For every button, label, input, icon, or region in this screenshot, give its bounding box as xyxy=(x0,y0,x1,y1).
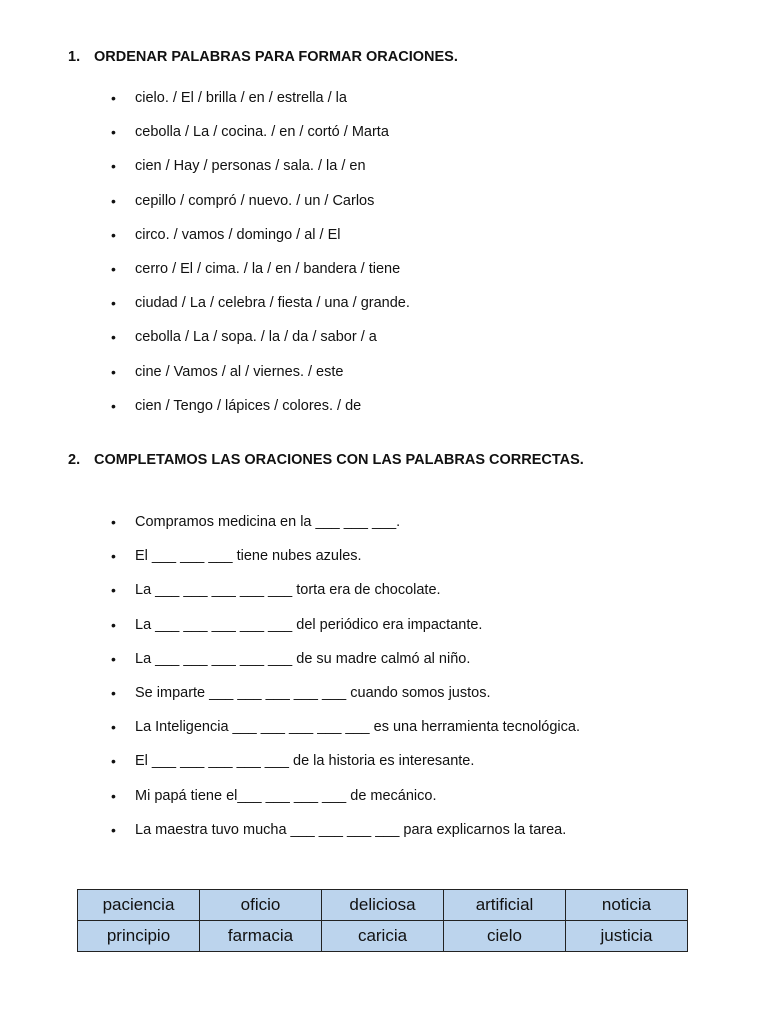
bullet: • xyxy=(111,753,116,770)
list-item-text: La ___ ___ ___ ___ ___ torta era de chocolate. xyxy=(135,582,441,599)
list-item-text: circo. / vamos / domingo / al / El xyxy=(135,226,341,243)
bullet: • xyxy=(111,124,116,141)
list-item-text: El ___ ___ ___ ___ ___ de la historia es interesante. xyxy=(135,753,475,770)
section-2-heading xyxy=(68,452,584,468)
word-bank-cell: deliciosa xyxy=(322,890,444,921)
word-bank-cell: justicia xyxy=(566,921,688,952)
list-item-text: La ___ ___ ___ ___ ___ del periódico era impactante. xyxy=(135,616,483,633)
list-item-text: cebolla / La / sopa. / la / da / sabor / a xyxy=(135,329,377,346)
bullet: • xyxy=(111,158,116,175)
list-item-text: La Inteligencia ___ ___ ___ ___ ___ es una herramienta tecnológica. xyxy=(135,719,580,736)
bullet: • xyxy=(111,90,116,106)
bullet: • xyxy=(111,260,116,277)
bullet: • xyxy=(111,329,116,346)
list-item-text: Mi papá tiene el___ ___ ___ ___ de mecánico. xyxy=(135,787,437,804)
list-item-text: cine / Vamos / al / viernes. / este xyxy=(135,363,344,380)
bullet: • xyxy=(111,616,116,633)
bullet: • xyxy=(111,514,116,530)
section-1-heading xyxy=(68,49,458,65)
list-item-text: cielo. / El / brilla / en / estrella / la xyxy=(135,90,347,106)
list-item-text: cepillo / compró / nuevo. / un / Carlos xyxy=(135,192,375,209)
word-bank-cell: paciencia xyxy=(78,890,200,921)
bullet: • xyxy=(111,363,116,380)
section-1-title: ORDENAR PALABRAS PARA FORMAR ORACIONES. xyxy=(94,49,458,65)
word-bank-row xyxy=(78,921,688,952)
list-item-text: cebolla / La / cocina. / en / cortó / Marta xyxy=(135,124,389,141)
list-item-text: La ___ ___ ___ ___ ___ de su madre calmó al niño. xyxy=(135,650,471,667)
bullet: • xyxy=(111,582,116,599)
bullet: • xyxy=(111,226,116,243)
bullet: • xyxy=(111,295,116,312)
word-bank-cell: caricia xyxy=(322,921,444,952)
list-item-text: cien / Tengo / lápices / colores. / de xyxy=(135,397,362,414)
bullet: • xyxy=(111,548,116,565)
list-item-text: ciudad / La / celebra / fiesta / una / grande. xyxy=(135,295,410,312)
list-item-text: cerro / El / cima. / la / en / bandera / tiene xyxy=(135,260,401,277)
bullet: • xyxy=(111,397,116,414)
bullet: • xyxy=(111,192,116,209)
section-1-number: 1. xyxy=(68,49,81,65)
word-bank-cell: oficio xyxy=(200,890,322,921)
word-bank-cell: cielo xyxy=(444,921,566,952)
word-bank-cell: artificial xyxy=(444,890,566,921)
word-bank-cell: principio xyxy=(78,921,200,952)
list-item-text: cien / Hay / personas / sala. / la / en xyxy=(135,158,366,175)
list-item-text: El ___ ___ ___ tiene nubes azules. xyxy=(135,548,362,565)
word-bank-cell: farmacia xyxy=(200,921,322,952)
section-2-number: 2. xyxy=(68,452,81,468)
bullet: • xyxy=(111,787,116,804)
word-bank-row xyxy=(78,890,688,921)
word-bank-table xyxy=(77,889,688,952)
list-item-text: La maestra tuvo mucha ___ ___ ___ ___ para explicarnos la tarea. xyxy=(135,821,567,838)
list-item-text: Se imparte ___ ___ ___ ___ ___ cuando somos justos. xyxy=(135,684,491,701)
bullet: • xyxy=(111,650,116,667)
list-item-text: Compramos medicina en la ___ ___ ___. xyxy=(135,514,401,530)
bullet: • xyxy=(111,684,116,701)
bullet: • xyxy=(111,821,116,838)
word-bank-cell: noticia xyxy=(566,890,688,921)
bullet: • xyxy=(111,719,116,736)
section-2-title: COMPLETAMOS LAS ORACIONES CON LAS PALABRAS CORRECTAS. xyxy=(94,452,584,468)
